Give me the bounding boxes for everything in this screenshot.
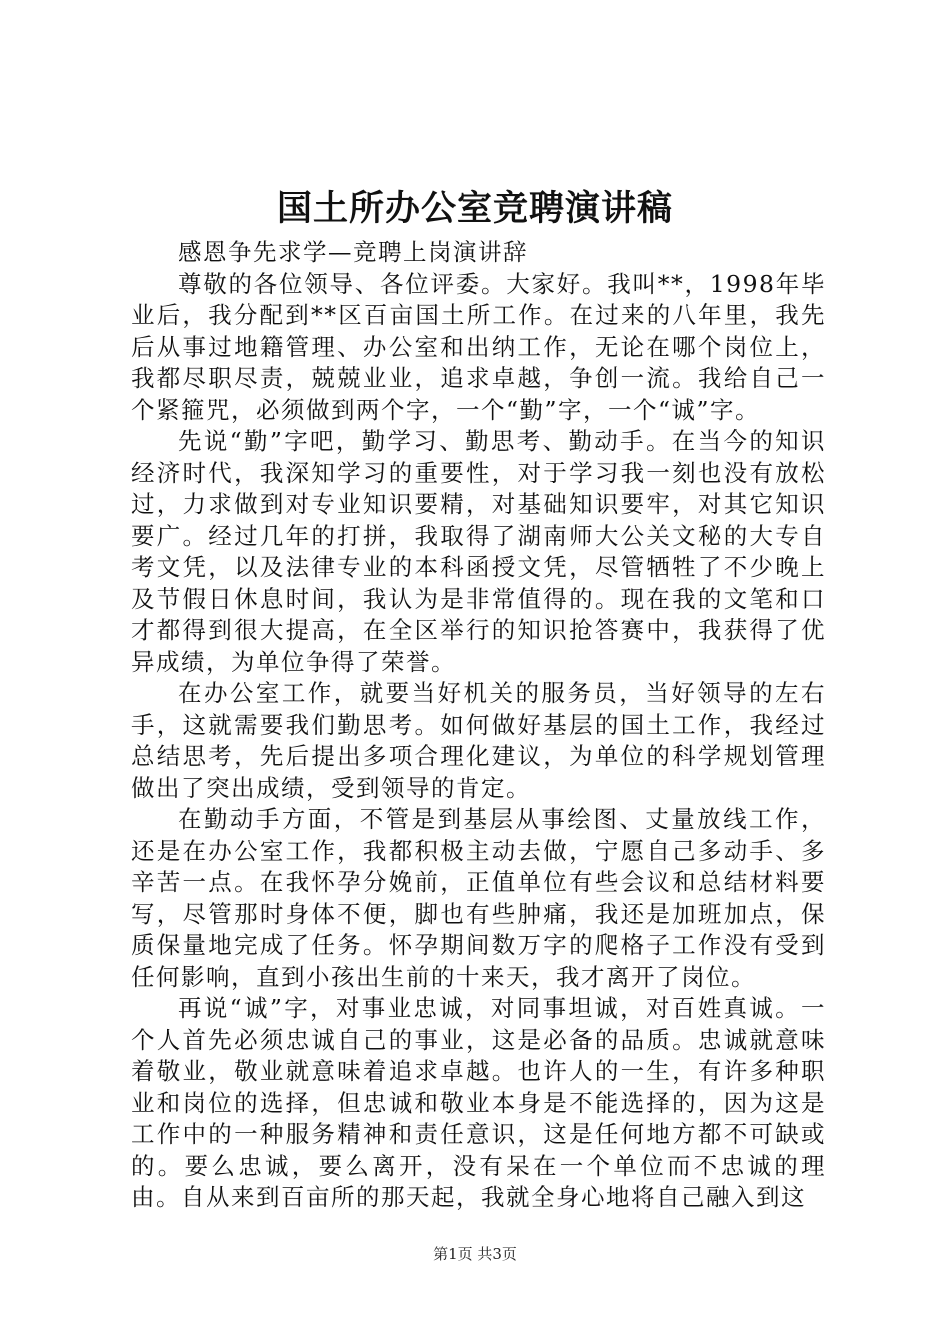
body-paragraph: 再说“诚”字，对事业忠诚，对同事坦诚，对百姓真诚。一个人首先必须忠诚自己的事业，这是必备的品质。忠诚就意味着敬业，敬业就意味着追求卓越。也许人的一生，有许多种职业和岗位的选择，但忠诚和敬业本身是不能选择的，因为这是工作中的一种服务精神和责任意识，这是任何地方都不可缺或的。要么忠诚，要么离开，没有呆在一个单位而不忠诚的理由。自从来到百亩所的那天起，我就全身心地将自己融入到这 bbox=[131, 994, 826, 1211]
body-paragraph: 在办公室工作，就要当好机关的服务员，当好领导的左右手，这就需要我们勤思考。如何做好基层的国土工作，我经过总结思考，先后提出多项合理化建议，为单位的科学规划管理做出了突出成绩，受到领导的肯定。 bbox=[131, 679, 826, 802]
body-paragraph: 在勤动手方面，不管是到基层从事绘图、丈量放线工作，还是在办公室工作，我都积极主动去做，宁愿自己多动手、多辛苦一点。在我怀孕分娩前，正值单位有些会议和总结材料要写，尽管那时身体不便，脚也有些肿痛，我还是加班加点，保质保量地完成了任务。怀孕期间数万字的爬格子工作没有受到任何影响，直到小孩出生前的十来天，我才离开了岗位。 bbox=[131, 805, 826, 991]
document-title: 国土所办公室竞聘演讲稿 bbox=[276, 188, 673, 229]
body-paragraph: 尊敬的各位领导、各位评委。大家好。我叫**，1998年毕业后，我分配到**区百亩国土所工作。在过来的八年里，我先后从事过地籍管理、办公室和出纳工作，无论在哪个岗位上，我都尽职尽责，兢兢业业，追求卓越，争创一流。我给自己一个紧箍咒，必须做到两个字，一个“勤”字，一个“诚”字。 bbox=[131, 269, 826, 424]
subtitle-paragraph: 感恩争先求学—竞聘上岗演讲辞 bbox=[178, 238, 528, 266]
body-paragraph: 先说“勤”字吧，勤学习、勤思考、勤动手。在当今的知识经济时代，我深知学习的重要性，对于学习我一刻也没有放松过，力求做到对专业知识要精，对基础知识要牢，对其它知识要广。经过几年的打拼，我取得了湖南师大公关文秘的大专自考文凭，以及法律专业的本科函授文凭，尽管牺牲了不少晚上及节假日休息时间，我认为是非常值得的。现在我的文笔和口才都得到很大提高，在全区举行的知识抢答赛中，我获得了优异成绩，为单位争得了荣誉。 bbox=[131, 427, 826, 676]
document-body bbox=[131, 237, 826, 1214]
page-number-footer: 第1页 共3页 bbox=[433, 1245, 517, 1263]
